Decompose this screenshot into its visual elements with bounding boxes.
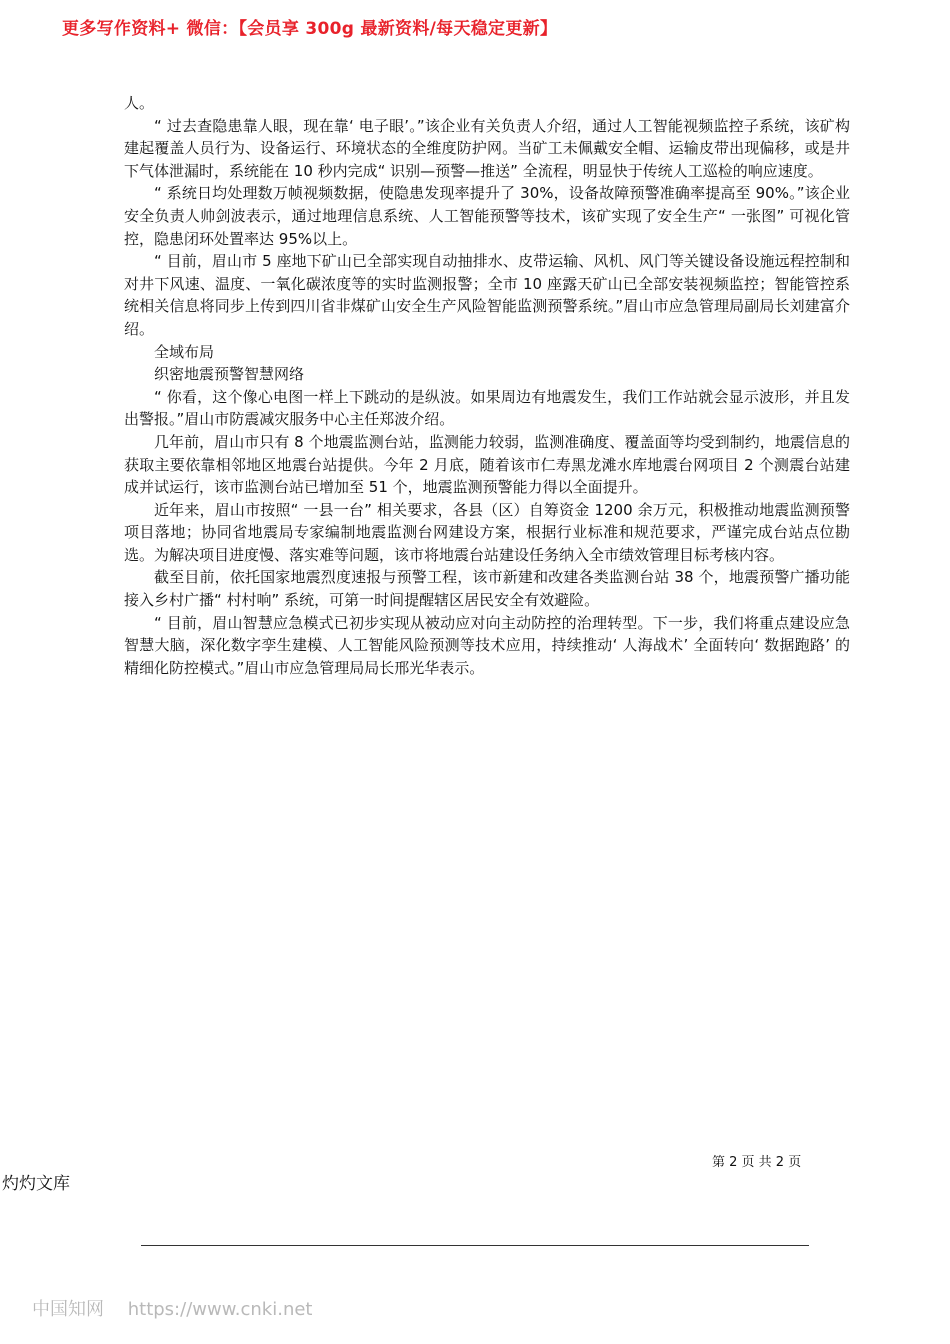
watermark-brand: 中国知网 xyxy=(32,1299,104,1320)
article-paragraph: “ 你看，这个像心电图一样上下跳动的是纵波。如果周边有地震发生，我们工作站就会显示波形，并且发出警报。”眉山市防震减灾服务中心主任郑波介绍。 xyxy=(124,387,850,429)
promo-banner: 更多写作资料+ 微信：【会员享 300g 最新资料/每天稳定更新】 xyxy=(62,19,558,39)
article-paragraph: “ 目前，眉山智慧应急模式已初步实现从被动应对向主动防控的治理转型。下一步，我们将重点建设应急智慧大脑，深化数字孪生建模、人工智能风险预测等技术应用，持续推动‘ 人海战术’ 全面转向‘ 数据跑路’ 的精细化防控模式。”眉山市应急管理局局长邢光华表示。 xyxy=(124,613,850,677)
article-paragraph: 近年来，眉山市按照“ 一县一台” 相关要求，各县（区）自筹资金 1200 余万元，积极推动地震监测预警项目落地；协同省地震局专家编制地震监测台网建设方案，根据行业标准和规范要求，严谨完成台站点位勘选。为解决项目进度慢、落实难等问题，该市将地震台站建设任务纳入全市绩效管理目标考核内容。 xyxy=(124,500,850,564)
watermark xyxy=(32,1295,312,1321)
section-subheading: 织密地震预警智慧网络 xyxy=(154,365,305,384)
article-body xyxy=(124,92,850,679)
footer-divider xyxy=(141,1245,809,1246)
page-number: 第 2 页 共 2 页 xyxy=(712,1155,802,1170)
library-name: 灼灼文库 xyxy=(2,1174,70,1194)
watermark-url: https://www.cnki.net xyxy=(127,1299,313,1320)
article-paragraph: “ 系统日均处理数万帧视频数据，使隐患发现率提升了 30%，设备故障预警准确率提高至 90%。”该企业安全负责人帅剑波表示，通过地理信息系统、人工智能预警等技术，该矿实现了安全生产“ 一张图” 可视化管控，隐患闭环处置率达 95%以上。 xyxy=(124,184,850,248)
article-paragraph: 几年前，眉山市只有 8 个地震监测台站，监测能力较弱，监测准确度、覆盖面等均受到制约，地震信息的获取主要依靠相邻地区地震台站提供。今年 2 月底，随着该市仁寿黑龙滩水库地震台网项目 2 个测震台站建成并试运行，该市监测台站已增加至 51 个，地震监测预警能力得以全面提升。 xyxy=(124,432,850,497)
section-heading: 全域布局 xyxy=(154,342,215,361)
article-paragraph: 截至目前，依托国家地震烈度速报与预警工程，该市新建和改建各类监测台站 38 个，地震预警广播功能接入乡村广播“ 村村响” 系统，可第一时间提醒辖区居民安全有效避险。 xyxy=(124,568,850,610)
article-paragraph: 人。 xyxy=(124,94,155,112)
article-paragraph: “ 过去查隐患靠人眼，现在靠‘ 电子眼’。”该企业有关负责人介绍，通过人工智能视频监控子系统，该矿构建起覆盖人员行为、设备运行、环境状态的全维度防护网。当矿工未佩戴安全帽、运输皮带出现偏移，或是井下气体泄漏时，系统能在 10 秒内完成“ 识别—预警—推送” 全流程，明显快于传统人工巡检的响应速度。 xyxy=(124,116,850,180)
article-paragraph: “ 目前，眉山市 5 座地下矿山已全部实现自动抽排水、皮带运输、风机、风门等关键设备设施远程控制和对井下风速、温度、一氧化碳浓度等的实时监测报警；全市 10 座露天矿山已全部安装视频监控；智能管控系统相关信息将同步上传到四川省非煤矿山安全生产风险智能监测预警系统。”眉山市应急管理局副局长刘建富介绍。 xyxy=(124,252,850,338)
